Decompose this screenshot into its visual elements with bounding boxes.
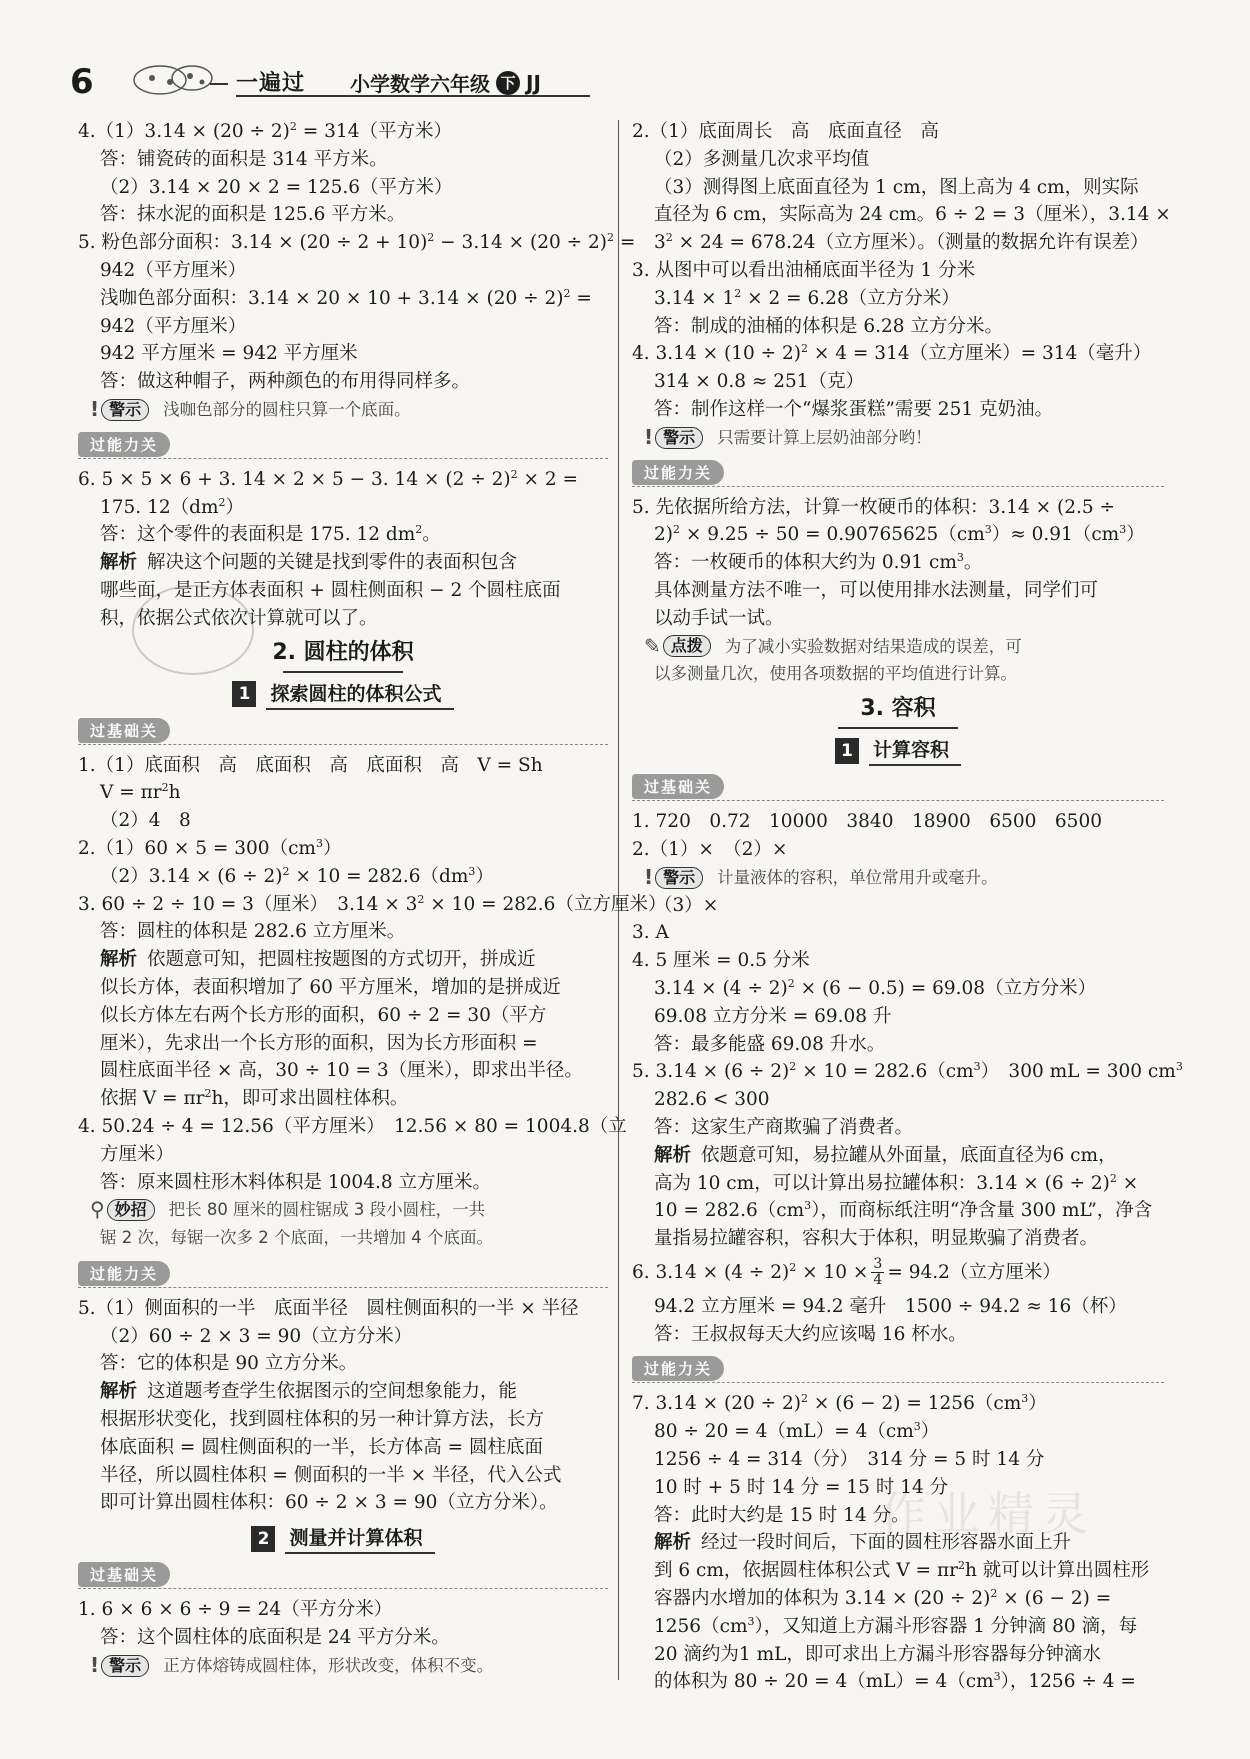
- analysis-line: 到 6 cm，依据圆柱体积公式 $V = \pi r^2h$ 就可以计算出圆柱形: [654, 1559, 1150, 1582]
- answer-line: 答：最多能盛 69.08 升水。: [654, 1033, 886, 1055]
- answer-line: 7. $3.14 \times (20 \div 2)^2 \times (6 - 2) = 1256(cm^3)$: [632, 1392, 1047, 1415]
- answer-line: 942 平方厘米 = 942 平方厘米: [100, 343, 358, 365]
- tip-callout: ⚲ 妙招 把长 80 厘米的圆柱锯成 3 段小圆柱，一共: [78, 1196, 608, 1224]
- answer-line: 1256 ÷ 4 = 314（分） 314 分 = 5 时 14 分: [654, 1449, 1045, 1471]
- answer-line: 答：这个零件的表面积是 175. 12 $dm^2$。: [100, 523, 441, 546]
- answer-line: 5.（1）侧面积的一半 底面半径 圆柱侧面积的一半 × 半径: [78, 1297, 579, 1319]
- answer-line: 942（平方厘米）: [100, 315, 247, 337]
- answer-line: （2）3.14 × 20 × 2 = 125.6（平方米）: [100, 176, 453, 198]
- section-band: 过能力关: [632, 1352, 1164, 1384]
- answer-line: 1. 720 0.72 10000 3840 18900 6500 6500: [632, 811, 1102, 833]
- answer-line: 以动手试一试。: [654, 607, 784, 629]
- warning-callout: ! 警示 只需要计算上层奶油部分哟！: [632, 424, 1164, 452]
- answer-line: 2.（1）× （2）×: [632, 838, 788, 860]
- analysis-line: 解析 经过一段时间后，下面的圆柱形容器水面上升: [654, 1532, 1072, 1554]
- answer-line: $3.14 \times (4 \div 2)^2 \times (6 - 0.5) = 69.08$（立方分米）: [654, 976, 1097, 999]
- tip-line: 锯 2 次，每锯一次多 2 个底面，一共增加 4 个底面。: [100, 1228, 493, 1248]
- answer-line: $4.(1)3.14 \times (20 \div 2)^2 = 314$（平方米）: [78, 119, 452, 142]
- answer-line: 答：这家生产商欺骗了消费者。: [654, 1116, 914, 1138]
- answer-line: 282.6 < 300: [654, 1089, 770, 1111]
- answer-line: 5. $3.14 \times (6 \div 2)^2 \times 10 = 282.6(cm^3)$ 300 mL = 300 $cm^3$: [632, 1060, 1183, 1083]
- analysis-line: 高为 10 cm，可以计算出易拉罐体积：$3.14 \times (6 \div 2)^2$ ×: [654, 1171, 1139, 1194]
- answer-line: 答：做这种帽子，两种颜色的布用得同样多。: [100, 371, 471, 393]
- analysis-line: 半径，所以圆柱体积 = 侧面积的一半 × 半径，代入公式: [100, 1464, 562, 1486]
- analysis-line: 容器内水增加的体积为 $3.14 \times (20 \div 2)^2 \times (6 - 2)$ =: [654, 1586, 1112, 1610]
- answer-line: （2）60 ÷ 2 × 3 = 90（立方分米）: [100, 1325, 413, 1347]
- answer-line: 2.（1）底面周长 高 底面直径 高: [632, 121, 939, 142]
- section-band: 过能力关: [78, 428, 608, 460]
- warning-callout: ! 警示 浅咖色部分的圆柱只算一个底面。: [78, 396, 608, 424]
- fraction: $\frac{3}{4}$: [873, 1256, 883, 1289]
- answer-line: 答：一枚硬币的体积大约为 0.91 $cm^3$。: [654, 551, 983, 574]
- exclamation-icon: !: [644, 424, 654, 449]
- analysis-line: 的体积为 $80 \div 20 = 4(mL)= 4(cm^3)$，1256 ÷ 4 =: [654, 1670, 1136, 1693]
- answer-line: 答：它的体积是 90 立方分米。: [100, 1353, 358, 1375]
- analysis-line: 量指易拉罐容积，容积大于体积，明显欺骗了消费者。: [654, 1228, 1099, 1250]
- answer-line: $2)^2 \times 9.25 \div 50 = 0.90765625(cm^3)\approx 0.91(cm^3)$: [654, 523, 1145, 546]
- answer-line: 答：制成的油桶的体积是 6.28 立方分米。: [654, 315, 1003, 337]
- page-header: [0, 0, 1250, 110]
- answer-line: 具体测量方法不唯一，可以使用排水法测量，同学们可: [654, 579, 1099, 601]
- pencil-icon: ✎: [644, 633, 661, 658]
- tip-badge: ⚲ 妙招: [90, 1196, 155, 1224]
- answer-line: 浅咖色部分面积：$3.14 \times 20 \times 10 + 3.14 \times (20 \div 2)^2$ =: [100, 286, 592, 309]
- section-band: 过基础关: [632, 770, 1164, 802]
- answer-line: 5. 粉色部分面积：$3.14 \times (20 \div 2 + 10)^2 - 3.14 \times (20 \div 2)^2$ =: [78, 231, 636, 254]
- answer-line: 4. 5 厘米 = 0.5 分米: [632, 950, 810, 972]
- answer-line: $3.14 \times 1^2 \times 2 = 6.28$（立方分米）: [654, 286, 960, 309]
- hint-badge: ✎ 点拨: [644, 633, 711, 661]
- answer-line: 答：圆柱的体积是 282.6 立方厘米。: [100, 921, 406, 943]
- answer-line: 1. 6 × 6 × 6 ÷ 9 = 24（平方分米）: [78, 1599, 393, 1621]
- subsection-title: 2 测量并计算体积: [78, 1523, 608, 1554]
- analysis-line: 似长方体，表面积增加了 60 平方厘米，增加的是拼成近: [100, 976, 561, 998]
- answer-line: 5. 先依据所给方法，计算一枚硬币的体积：3.14 × (2.5 ÷: [632, 496, 1116, 518]
- answer-line: 答：原来圆柱形木料体积是 1004.8 立方厘米。: [100, 1171, 491, 1193]
- warning-badge: ! 警示: [644, 864, 703, 892]
- answer-line: 3. A: [632, 922, 669, 944]
- answer-line: 答：制作这样一个“爆浆蛋糕”需要 251 克奶油。: [654, 398, 1053, 420]
- analysis-line: 即可计算出圆柱体积：60 ÷ 2 × 3 = 90（立方分米）。: [100, 1492, 558, 1514]
- answer-line: （2）多测量几次求平均值: [654, 148, 870, 170]
- answer-line: 6. $3.14 \times (4 \div 2)^2 \times 10$ × $\frac{3}{4}$ = 94.2（立方厘米）: [632, 1256, 1061, 1289]
- analysis-line: 体底面积 = 圆柱侧面积的一半，长方体高 = 圆柱底面: [100, 1436, 544, 1458]
- brand-name: 一遍过: [236, 71, 306, 96]
- answer-line: （3）测得图上底面直径为 1 cm，图上高为 4 cm，则实际: [654, 176, 1139, 198]
- semester-badge: 下: [496, 71, 520, 95]
- warning-callout: ! 警示 计量液体的容积，单位常用升或毫升。: [632, 864, 1164, 892]
- exclamation-icon: !: [644, 864, 654, 889]
- subject-text: 小学数学六年级: [350, 72, 490, 96]
- exclamation-icon: !: [90, 396, 100, 421]
- analysis-line: $10 = 282.6(cm^3)$，而商标纸注明“净含量 300 mL”，净含: [654, 1199, 1153, 1222]
- edition-text: JJ: [526, 70, 541, 95]
- analysis-line: 厘米），先求出一个长方形的面积，因为长方形面积 =: [100, 1032, 538, 1054]
- answer-line: 314 × 0.8 ≈ 251（克）: [654, 371, 865, 393]
- section-band: 过能力关: [632, 456, 1164, 488]
- answer-line: $(2)3.14 \times (6 \div 2)^2 \times 10 = 282.6(dm^3)$: [100, 864, 494, 887]
- brand-doodle-icon: [130, 58, 230, 98]
- warning-badge: ! 警示: [644, 424, 703, 452]
- section-title: 2. 圆柱的体积: [78, 635, 608, 673]
- answer-line: 答：王叔叔每天大约应该喝 16 杯水。: [654, 1323, 967, 1345]
- answer-line: $3^2 \times 24 = 678.24$（立方厘米）。（测量的数据允许有误差）: [654, 231, 1149, 254]
- analysis-line: 积，依据公式依次计算就可以了。: [100, 607, 378, 629]
- answer-line: 答：这个圆柱体的底面积是 24 平方分米。: [100, 1627, 450, 1649]
- answer-line: 10 时 + 5 时 14 分 = 15 时 14 分: [654, 1476, 949, 1498]
- answer-line: 答：抹水泥的面积是 125.6 平方米。: [100, 204, 406, 226]
- answer-line: $2.(1)60 \times 5 = 300(cm^3)$: [78, 836, 342, 859]
- answer-line: $80 \div 20 = 4(mL)= 4(cm^3)$: [654, 1420, 940, 1443]
- analysis-line: 解析 解决这个问题的关键是找到零件的表面积包含: [100, 552, 518, 574]
- answer-line: （3）×: [654, 894, 719, 916]
- magnifier-icon: ⚲: [90, 1197, 105, 1222]
- analysis-line: 解析 这道题考查学生依据图示的空间想象能力，能: [100, 1381, 518, 1403]
- right-column: [632, 118, 1183, 1696]
- answer-line: 6. 5 × 5 × 6 + 3. 14 × 2 × 5 − 3. $14 \times (2 \div 2)^2 \times 2$ =: [78, 467, 579, 490]
- analysis-line: 依据 $V = \pi r^2h$，即可求出圆柱体积。: [100, 1086, 409, 1110]
- answer-line: 答：此时大约是 15 时 14 分。: [654, 1504, 910, 1526]
- answer-line: 942（平方厘米）: [100, 259, 247, 281]
- answer-line: 答：铺瓷砖的面积是 314 平方米。: [100, 148, 388, 170]
- analysis-line: 解析 依题意可知，易拉罐从外面量，底面直径为6 cm，: [654, 1144, 1117, 1166]
- subsection-title: 1 计算容积: [632, 735, 1164, 766]
- answer-line: 69.08 立方分米 = 69.08 升: [654, 1005, 892, 1027]
- answer-line: 方厘米）: [100, 1143, 175, 1165]
- answer-line: 3. 60 ÷ 2 ÷ 10 = 3（厘米） $3.14 \times 3^2 \times 10 = 282.6$（立方厘米）: [78, 892, 667, 915]
- hint-callout: ✎ 点拨 为了减小实验数据对结果造成的误差，可: [632, 633, 1164, 661]
- warning-badge: ! 警示: [90, 396, 149, 424]
- warning-badge: ! 警示: [90, 1652, 149, 1680]
- answer-line: 4. $3.14 \times (10 \div 2)^2 \times 4 = 314$（立方厘米）= 314（毫升）: [632, 342, 1152, 365]
- section-band: 过基础关: [78, 714, 608, 746]
- answer-line: 1.（1）底面积 高 底面积 高 底面积 高 V = Sh: [78, 754, 543, 776]
- analysis-line: 圆柱底面半径 × 高，30 ÷ 10 = 3（厘米），即求出半径。: [100, 1060, 583, 1082]
- page-number: 6: [70, 62, 94, 102]
- hint-line: 以多测量几次，使用各项数据的平均值进行计算。: [654, 664, 1017, 684]
- warning-callout: ! 警示 正方体熔铸成圆柱体，形状改变，体积不变。: [78, 1652, 608, 1680]
- analysis-line: $1256(cm^3)$，又知道上方漏斗形容器 1 分钟滴 80 滴，每: [654, 1614, 1138, 1637]
- answer-line: 3. 从图中可以看出油桶底面半径为 1 分米: [632, 259, 976, 281]
- analysis-line: 哪些面，是正方体表面积 + 圆柱侧面积 − 2 个圆柱底面: [100, 579, 561, 601]
- section-band: 过基础关: [78, 1558, 608, 1590]
- answer-line: $V = \pi r^2h$: [100, 781, 181, 804]
- answer-line: 直径为 6 cm，实际高为 24 cm。6 ÷ 2 = 3（厘米），3.14 ×: [654, 204, 1171, 226]
- section-band: 过能力关: [78, 1257, 608, 1289]
- answer-line: 4. 50.24 ÷ 4 = 12.56（平方厘米） 12.56 × 80 = 1004.8（立: [78, 1115, 627, 1137]
- analysis-line: 根据形状变化，找到圆柱体积的另一种计算方法，长方: [100, 1409, 545, 1431]
- analysis-line: 20 滴约为1 mL，即可求出上方漏斗形容器每分钟滴水: [654, 1643, 1101, 1665]
- answer-line: 94.2 立方厘米 = 94.2 毫升 1500 ÷ 94.2 ≈ 16（杯）: [654, 1295, 1127, 1317]
- header-rule: [236, 95, 590, 97]
- subsection-title: 1 探索圆柱的体积公式: [78, 679, 608, 710]
- book-subject: [350, 68, 541, 97]
- answer-line: 175. $12(dm^2)$: [100, 495, 245, 518]
- answer-line: （2）4 8: [100, 810, 191, 832]
- analysis-line: 解析 依题意可知，把圆柱按题图的方式切开，拼成近: [100, 949, 536, 971]
- section-title: 3. 容积: [632, 691, 1164, 729]
- watermark-text: 作业精灵: [880, 1487, 1096, 1541]
- exclamation-icon: !: [90, 1652, 100, 1677]
- analysis-line: 似长方体左右两个长方形的面积，60 ÷ 2 = 30（平方: [100, 1004, 547, 1026]
